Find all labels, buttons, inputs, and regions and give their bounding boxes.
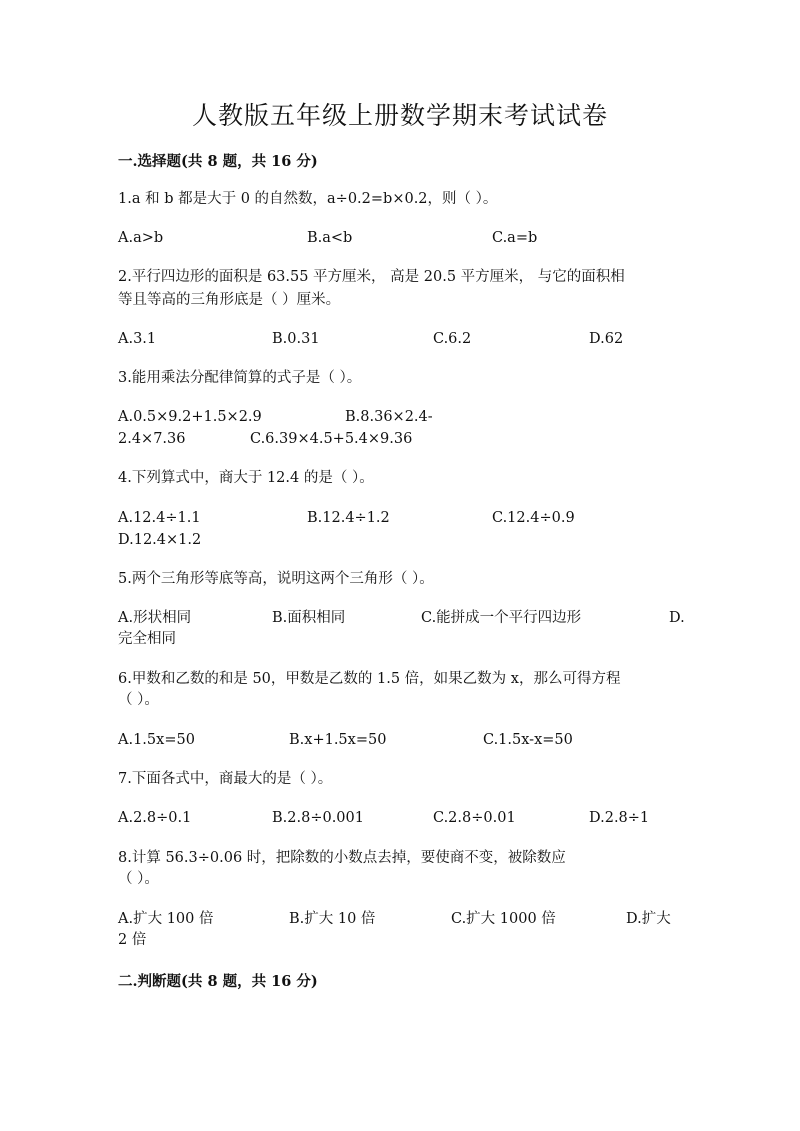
question-6-option-b: B.x+1.5x=50: [289, 732, 387, 748]
question-5-option-b: B.面积相同: [272, 610, 346, 626]
question-4-option-d: D.12.4×1.2: [118, 532, 202, 548]
question-3-stem: 3.能用乘法分配律简算的式子是（ ）。: [118, 370, 362, 386]
question-7-option-b: B.2.8÷0.001: [272, 810, 364, 826]
question-5-option-d: D.: [669, 610, 685, 626]
question-8-option-d: D.扩大: [626, 911, 671, 927]
question-3-option-b-continued: 2.4×7.36: [118, 431, 186, 447]
question-3-option-b: B.8.36×2.4-: [345, 409, 433, 425]
question-4-option-b: B.12.4÷1.2: [307, 510, 390, 526]
question-8-stem-line-2: （ ）。: [118, 871, 159, 887]
question-1-option-a: A.a>b: [118, 230, 164, 246]
question-2-option-a: A.3.1: [118, 331, 157, 347]
section-heading-choice: 一.选择题(共 8 题，共 16 分): [118, 153, 318, 170]
question-8-stem-line-1: 8.计算 56.3÷0.06 时，把除数的小数点去掉，要使商不变，被除数应: [118, 850, 566, 866]
question-7-option-c: C.2.8÷0.01: [433, 810, 516, 826]
question-2-option-c: C.6.2: [433, 331, 472, 347]
question-8-option-d-continued: 2 倍: [118, 932, 147, 948]
question-7-option-d: D.2.8÷1: [589, 810, 650, 826]
question-7-stem: 7.下面各式中，商最大的是（ ）。: [118, 771, 333, 787]
question-4-option-a: A.12.4÷1.1: [118, 510, 201, 526]
question-4-stem: 4.下列算式中，商大于 12.4 的是（ ）。: [118, 470, 374, 486]
question-1-option-c: C.a=b: [492, 230, 538, 246]
question-8-option-a: A.扩大 100 倍: [118, 911, 214, 927]
question-8-option-b: B.扩大 10 倍: [289, 911, 376, 927]
question-4-option-c: C.12.4÷0.9: [492, 510, 575, 526]
question-2-option-d: D.62: [589, 331, 624, 347]
question-5-option-d-continued: 完全相同: [118, 631, 176, 647]
question-5-option-a: A.形状相同: [118, 610, 192, 626]
question-7-option-a: A.2.8÷0.1: [118, 810, 192, 826]
question-3-option-c: C.6.39×4.5+5.4×9.36: [250, 431, 413, 447]
question-2-stem-line-2: 等且等高的三角形底是（ ）厘米。: [118, 292, 341, 308]
section-heading-judgement: 二.判断题(共 8 题，共 16 分): [118, 973, 318, 990]
question-8-option-c: C.扩大 1000 倍: [451, 911, 556, 927]
question-5-option-c: C.能拼成一个平行四边形: [421, 610, 582, 626]
question-1-option-b: B.a<b: [307, 230, 353, 246]
question-2-stem-line-1: 2.平行四边形的面积是 63.55 平方厘米， 高是 20.5 平方厘米， 与它的面积相: [118, 269, 625, 285]
question-6-stem-line-2: （ ）。: [118, 692, 159, 708]
question-6-option-a: A.1.5x=50: [118, 732, 195, 748]
question-6-option-c: C.1.5x-x=50: [483, 732, 573, 748]
question-1-stem: 1.a 和 b 都是大于 0 的自然数，a÷0.2=b×0.2，则（ ）。: [118, 191, 498, 207]
question-3-option-a: A.0.5×9.2+1.5×2.9: [118, 409, 262, 425]
question-5-stem: 5.两个三角形等底等高，说明这两个三角形（ ）。: [118, 571, 434, 587]
question-6-stem-line-1: 6.甲数和乙数的和是 50，甲数是乙数的 1.5 倍，如果乙数为 x，那么可得方程: [118, 671, 621, 687]
page-title: 人教版五年级上册数学期末考试试卷: [191, 101, 608, 130]
question-2-option-b: B.0.31: [272, 331, 320, 347]
